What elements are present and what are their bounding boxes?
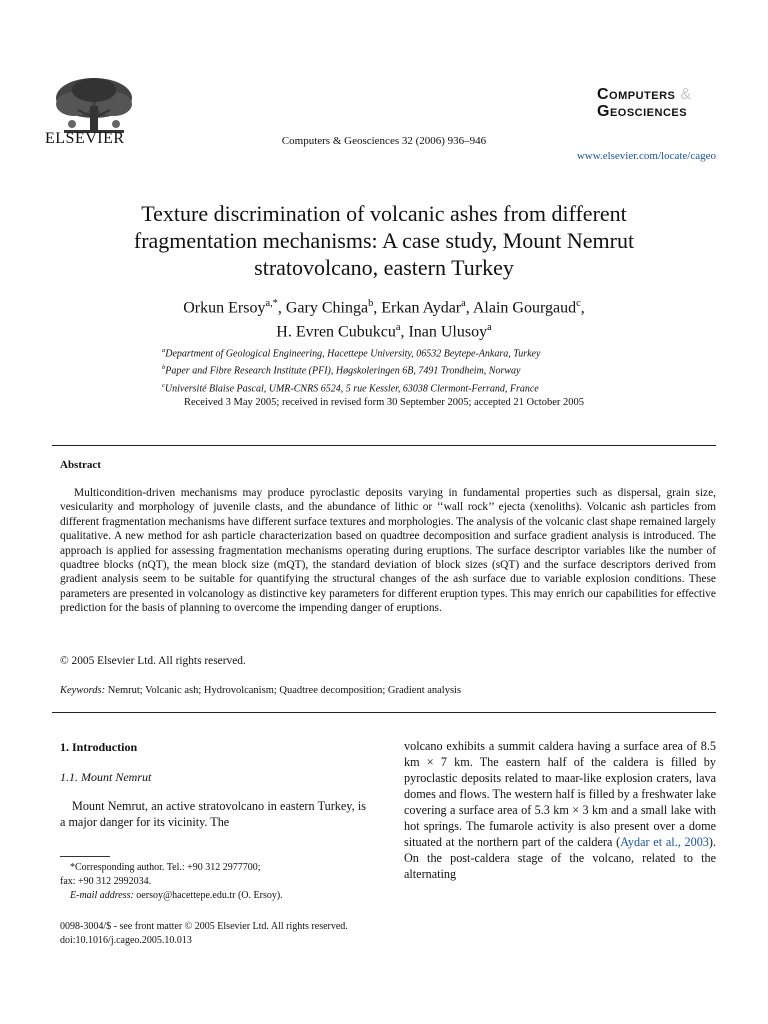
author-list bbox=[40, 294, 728, 343]
journal-title-line1: Computers & bbox=[597, 86, 692, 103]
journal-title-line2: Geosciences bbox=[597, 103, 688, 120]
abstract-body: Multicondition-driven mechanisms may produce pyroclastic deposits varying in fundamental properties such as dispersal, grain size, vesicularity and morphology of juvenile clasts, and the abundance of lithic or ‘‘wall rock’’ ejecta (xenoliths). Volcanic ash particles from different fragmentation mechanisms have different surface textures and morphologies. The analysis of the volcanic clast shape remained largely qualitative. A new method for ash particle characterization based on quadtree decomposition and surface gradient analysis is introduced. The approach is applied for assessing fragmentation mechanisms operating during eruptions. The surface descriptor variables like the number of quadtree blocks (nQT), the mean block size (mQT), the standard deviation of block sizes (sQT) and the surface descriptors derived from gradient analysis seem to be suitable for quantifying the structural changes of the ash surface due to variable explosion conditions. These parameters are presented in volcanology as distinctive key parameters for different eruption types. This may enrich our capabilities for effective prediction for the basis of planning to overcome the impending danger of eruptions. bbox=[60, 487, 716, 615]
issn-line: 0098-3004/$ - see front matter © 2005 Elsevier Ltd. All rights reserved. bbox=[60, 921, 348, 932]
affiliation-c: $^c$Université Blaise Pascal, UMR-CNRS 6524, 5 rue Kessler, 63038 Clermont-Ferrand, France bbox=[162, 381, 539, 394]
divider bbox=[52, 445, 716, 446]
intro-paragraph: Mount Nemrut, an active stratovolcano in eastern Turkey, is a major danger for its vicinity. The bbox=[60, 799, 366, 829]
journal-ampersand: & bbox=[680, 86, 692, 103]
footnote-fax: fax: +90 312 2992034. bbox=[60, 876, 152, 887]
journal-url-link[interactable]: www.elsevier.com/locate/cageo bbox=[576, 150, 716, 162]
footnote-email bbox=[60, 889, 370, 903]
title-line: Texture discrimination of volcanic ashes from different bbox=[141, 201, 627, 226]
journal-citation: Computers & Geosciences 32 (2006) 936–946 bbox=[281, 135, 487, 147]
title-line: fragmentation mechanisms: A case study, Mount Nemrut bbox=[133, 228, 635, 253]
right-column-paragraph bbox=[404, 738, 716, 882]
received-dates: Received 3 May 2005; received in revised form 30 September 2005; accepted 21 October 2005 bbox=[183, 397, 585, 408]
footnote-corresponding: *Corresponding author. Tel.: +90 312 2977700; bbox=[70, 862, 261, 873]
publisher-name: ELSEVIER bbox=[45, 130, 125, 147]
keywords-label: Keywords: bbox=[60, 685, 106, 696]
footnote bbox=[60, 861, 370, 903]
paragraph-text: volcano exhibits a summit caldera having a surface area of 8.5 km × 7 km. The eastern half of the caldera is filled by pyroclastic deposits related to maar-like explosion craters, lava domes and flows. The western half is filled by a freshwater lake covering a surface area of 5.3 km × 3 km and a small lake with hot springs. The fumarole activity is also present over a dome situated at the northern part of the caldera ( bbox=[404, 739, 716, 849]
doi-line: doi:10.1016/j.cageo.2005.10.013 bbox=[60, 935, 192, 946]
paragraph-text: ). On the post-caldera stage of the volcano, related to the alternating bbox=[404, 835, 716, 881]
keywords-list: Nemrut; Volcanic ash; Hydrovolcanism; Quadtree decomposition; Gradient analysis bbox=[107, 685, 462, 696]
citation-link[interactable]: Aydar et al., 2003 bbox=[620, 835, 709, 849]
affiliation-a: $^a$Department of Geological Engineering, Hacettepe University, 06532 Beytepe-Ankara, Turkey bbox=[162, 347, 541, 360]
email-label: E-mail address: bbox=[70, 890, 134, 901]
affiliations bbox=[0, 344, 768, 396]
author-line: Orkun Ersoy$^{a,*}$, Gary Chinga$^b$, Erkan Aydar$^a$, Alain Gourgaud$^c$, bbox=[183, 298, 585, 317]
article-title bbox=[40, 200, 728, 281]
copyright-notice: © 2005 Elsevier Ltd. All rights reserved. bbox=[60, 655, 246, 667]
divider bbox=[52, 712, 716, 713]
subsection-heading: 1.1. Mount Nemrut bbox=[60, 770, 152, 784]
section-heading: 1. Introduction bbox=[60, 740, 138, 754]
footnote-divider bbox=[60, 856, 110, 857]
keywords bbox=[60, 685, 461, 696]
abstract-heading: Abstract bbox=[60, 459, 101, 471]
affiliation-b: $^b$Paper and Fibre Research Institute (PFI), Høgskoleringen 6B, 7491 Trondheim, Norway bbox=[162, 364, 521, 377]
author-line: H. Evren Cubukcu$^a$, Inan Ulusoy$^a$ bbox=[276, 322, 492, 341]
title-line: stratovolcano, eastern Turkey bbox=[254, 255, 514, 280]
front-matter-info bbox=[60, 920, 348, 948]
email-value[interactable]: oersoy@hacettepe.edu.tr (O. Ersoy). bbox=[136, 890, 283, 901]
